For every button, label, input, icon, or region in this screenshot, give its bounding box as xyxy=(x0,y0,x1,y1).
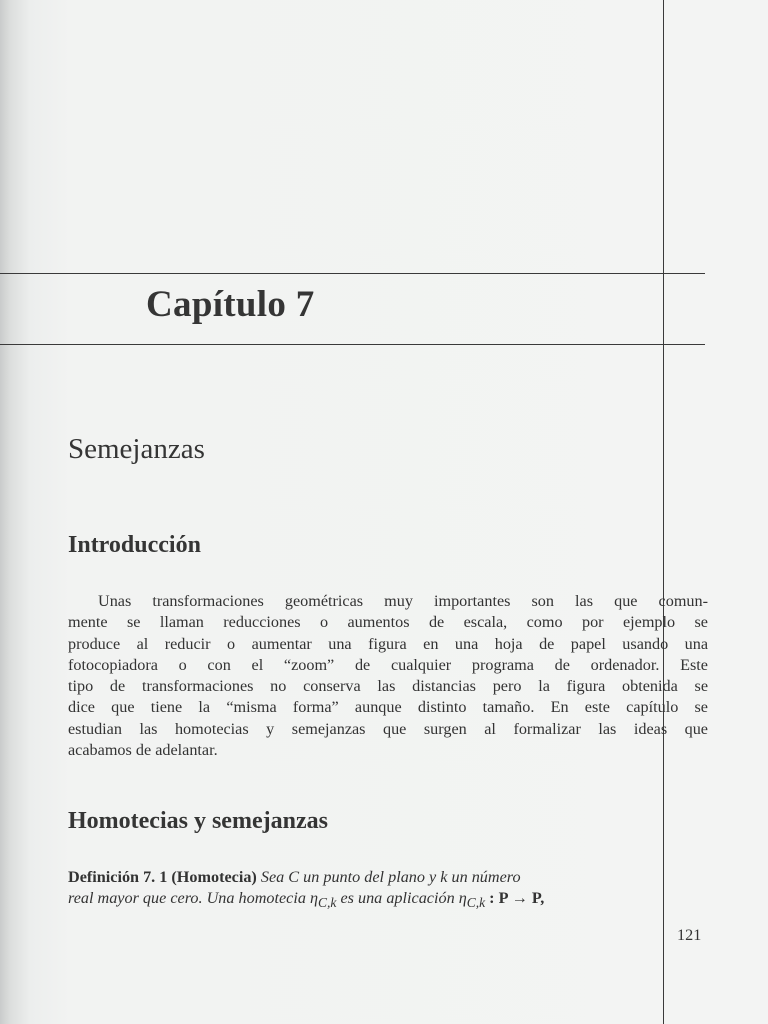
definition-subscript-2: C,k xyxy=(466,895,486,911)
chapter-rule-bottom xyxy=(0,344,705,345)
paragraph-line: produce al reducir o aumentar una figura en una hoja de papel usando una xyxy=(68,634,708,653)
chapter-title: Capítulo 7 xyxy=(146,284,315,325)
definition-label: Definición 7. 1 (Homotecia) xyxy=(68,868,257,886)
paragraph-line: estudian las homotecias y semejanzas que surgen al formalizar las ideas que xyxy=(68,719,708,738)
introduction-heading: Introducción xyxy=(68,532,201,558)
definition-subscript-1: C,k xyxy=(318,895,337,911)
paragraph-line: fotocopiadora o con el “zoom” de cualquier programa de ordenador. Este xyxy=(68,655,708,674)
definition-text-3: es una aplicación η xyxy=(336,889,467,908)
definition-text-2: real mayor que cero. Una homotecia η xyxy=(68,889,319,908)
paragraph-line: tipo de transformaciones no conserva las distancias pero la figura obtenida se xyxy=(68,677,708,696)
paragraph-line: dice que tiene la “misma forma” aunque distinto tamaño. En este capítulo se xyxy=(68,698,708,717)
introduction-paragraph xyxy=(68,591,708,761)
homotecias-heading: Homotecias y semejanzas xyxy=(68,808,328,834)
page-number: 121 xyxy=(677,926,702,944)
definition-text-1: Sea C un punto del plano y k un número xyxy=(260,868,521,886)
definition-line-1 xyxy=(68,867,708,888)
definition-text-4: : P → P, xyxy=(485,889,545,908)
definition-homotecia xyxy=(68,867,708,914)
section-title: Semejanzas xyxy=(68,433,205,465)
paragraph-line: mente se llaman reducciones o aumentos de escala, como por ejemplo se xyxy=(68,613,708,632)
paragraph-line: acabamos de adelantar. xyxy=(68,741,218,760)
definition-line-2 xyxy=(68,888,708,914)
paragraph-line: Unas transformaciones geométricas muy importantes son las que comun- xyxy=(98,592,708,610)
chapter-rule-top xyxy=(0,273,705,274)
